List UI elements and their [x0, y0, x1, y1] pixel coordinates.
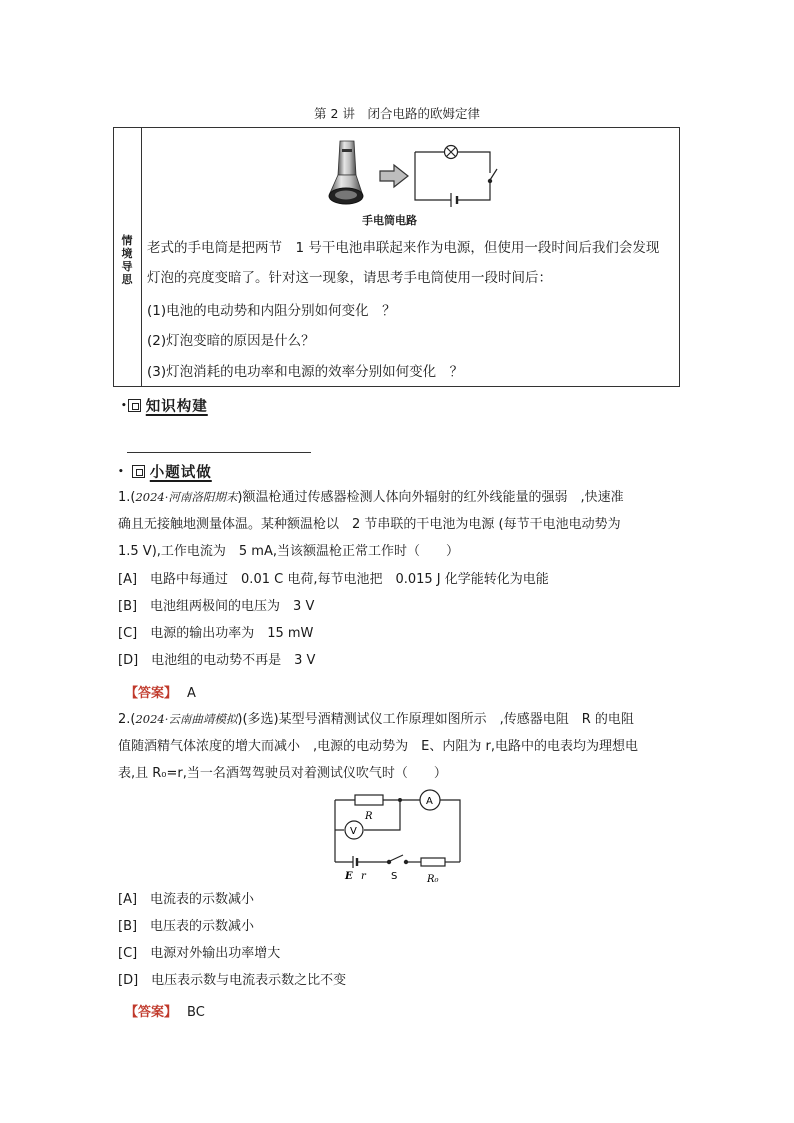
- guide-question-3: (3)灯泡消耗的电功率和电源的效率分别如何变化 ？: [147, 364, 464, 380]
- guide-intro-line2: 灯泡的亮度变暗了。针对这一现象，请思考手电筒使用一段时间后：: [147, 270, 552, 286]
- q1-line2: 确且无接触地测量体温。某种额温枪以 2 节串联的干电池为电源 (每节干电池电动势为: [118, 517, 621, 532]
- q2-option-c: [C] 电源对外输出功率增大: [118, 946, 281, 961]
- q2-answer: 【答案】 BC: [125, 1005, 205, 1020]
- label-A: A: [426, 796, 433, 807]
- section-exercise-heading: • 小题试做: [118, 465, 212, 481]
- q2-line3: 表,且 R₀=r,当一名酒驾驾驶员对着测试仪吹气时（ ）: [118, 766, 447, 781]
- figure-caption: 手电筒电路: [362, 214, 417, 227]
- breathalyzer-circuit-diagram: [325, 786, 470, 888]
- label-E: E: [345, 871, 353, 882]
- q2-option-d: [D] 电压表示数与电流表示数之比不变: [118, 973, 347, 988]
- q2-option-b: [B] 电压表的示数减小: [118, 919, 255, 934]
- label-S: S: [391, 871, 398, 882]
- q2-line1: 2.(2024·云南曲靖模拟)(多选)某型号酒精测试仪工作原理如图所示 ,传感器电阻 R 的电阻: [118, 712, 634, 727]
- q1-answer: 【答案】 A: [125, 686, 196, 701]
- q1-option-d: [D] 电池组的电动势不再是 3 V: [118, 653, 316, 668]
- guide-side-label: 情 境 导 思: [121, 234, 133, 286]
- section-icon: [128, 399, 141, 412]
- arrow-icon: [380, 165, 408, 187]
- lecture-title: 第 2 讲 闭合电路的欧姆定律: [314, 106, 480, 121]
- guide-question-2: (2)灯泡变暗的原因是什么？: [147, 333, 315, 349]
- q1-option-b: [B] 电池组两极间的电压为 3 V: [118, 599, 315, 614]
- guide-intro-line1: 老式的手电筒是把两节 1 号干电池串联起来作为电源，但使用一段时间后我们会发现: [147, 240, 660, 256]
- flashlight-icon: [329, 141, 363, 204]
- guide-side-column: [114, 128, 142, 386]
- guide-question-1: (1)电池的电动势和内阻分别如何变化 ？: [147, 303, 396, 319]
- q1-option-a: [A] 电路中每通过 0.01 C 电荷,每节电池把 0.015 J 化学能转化为电能: [118, 572, 549, 587]
- flashlight-circuit-diagram: [415, 146, 497, 208]
- section-divider: [127, 452, 311, 453]
- q1-source: 2024·河南洛阳期末: [135, 490, 238, 504]
- label-R: R: [365, 811, 373, 822]
- q1-option-c: [C] 电源的输出功率为 15 mW: [118, 626, 314, 641]
- label-r: r: [361, 871, 366, 882]
- section-knowledge-heading: • 知识构建: [121, 399, 208, 415]
- label-R0: R₀: [427, 874, 439, 885]
- flashlight-figure: [318, 135, 503, 215]
- section-icon: [132, 465, 145, 478]
- q1-line1: 1.(2024·河南洛阳期末)额温枪通过传感器检测人体向外辐射的红外线能量的强弱 ,快速准: [118, 490, 624, 505]
- q2-line2: 值随酒精气体浓度的增大而减小 ,电源的电动势为 E、内阻为 r,电路中的电表均为理想电: [118, 739, 638, 754]
- q2-source: 2024·云南曲靖模拟: [135, 712, 238, 726]
- q1-line3: 1.5 V),工作电流为 5 mA,当该额温枪正常工作时（ ）: [118, 544, 459, 559]
- q2-option-a: [A] 电流表的示数减小: [118, 892, 255, 907]
- label-V: V: [350, 826, 357, 837]
